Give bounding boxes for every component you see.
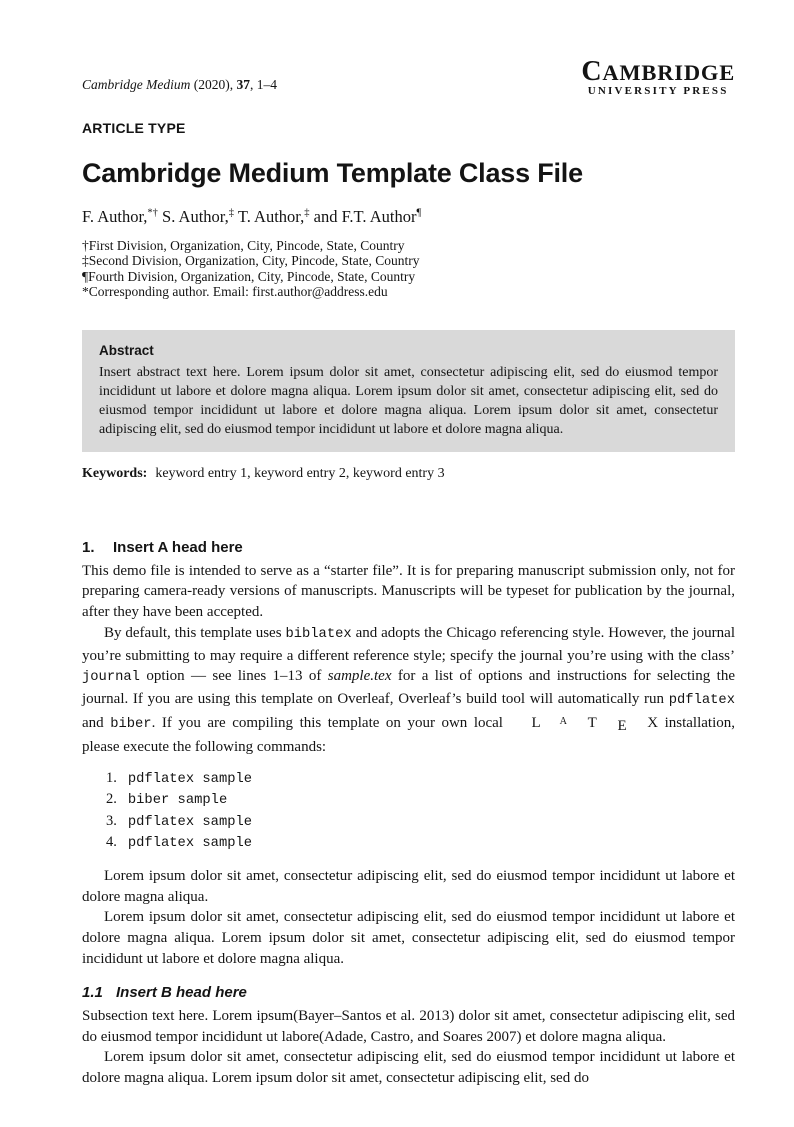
author-affiliation-marker: ¶ bbox=[416, 207, 422, 218]
command-number: 4. bbox=[106, 834, 117, 851]
text-segment: . If you are compiling this template on your own local bbox=[151, 714, 510, 731]
command-number: 2. bbox=[106, 791, 117, 808]
author-name: T. Author, bbox=[234, 206, 305, 226]
text-segment: and adopts the Chicago referencing style. However, the journal you’re submitting to may require a different reference style; specify the journal you’re using with the class’ bbox=[82, 624, 735, 664]
text-segment: sample.tex bbox=[327, 668, 392, 685]
command-item bbox=[106, 789, 735, 811]
text-segment: biber bbox=[110, 716, 152, 732]
text-segment: pdflatex bbox=[668, 693, 735, 709]
author bbox=[158, 207, 234, 226]
author-name: and F.T. Author bbox=[309, 206, 417, 226]
author-affiliation-marker: ‡ bbox=[304, 207, 310, 218]
subsection-number: 1.1 bbox=[82, 983, 103, 1001]
author-name: S. Author, bbox=[157, 206, 229, 226]
affiliations bbox=[82, 238, 735, 300]
paragraph: Lorem ipsum dolor sit amet, consectetur adipiscing elit, sed do eiusmod tempor incididunt ut labore et dolore magna aliqua. bbox=[82, 867, 735, 905]
author bbox=[310, 207, 422, 226]
author bbox=[234, 207, 309, 226]
command-item bbox=[106, 768, 735, 790]
journal-volume: 37 bbox=[236, 77, 250, 92]
author-list bbox=[82, 203, 735, 227]
journal-reference bbox=[82, 77, 277, 93]
affiliation-line: †First Division, Organization, City, Pincode, State, Country bbox=[82, 237, 405, 253]
author-name: F. Author, bbox=[82, 206, 148, 226]
command-item bbox=[106, 811, 735, 833]
paragraph: Lorem ipsum dolor sit amet, consectetur adipiscing elit, sed do eiusmod tempor incididunt ut labore et dolore magna aliqua. Lorem ipsum dolor sit amet, consectetur adipiscing elit, sed do bbox=[82, 1049, 735, 1087]
section-1-heading bbox=[82, 538, 735, 557]
section-title: Insert A head here bbox=[113, 538, 243, 556]
text-segment: journal bbox=[82, 670, 140, 686]
command-text: pdflatex sample bbox=[127, 836, 253, 852]
affiliation-line: ¶Fourth Division, Organization, City, Pincode, State, Country bbox=[82, 268, 416, 284]
command-text: pdflatex sample bbox=[127, 814, 253, 830]
journal-year: (2020), bbox=[190, 77, 237, 92]
author-affiliation-marker: ‡ bbox=[228, 207, 235, 218]
affiliation-line: ‡Second Division, Organization, City, Pincode, State, Country bbox=[82, 253, 420, 268]
paragraph: Subsection text here. Lorem ipsum(Bayer–Santos et al. 2013) dolor sit amet, consectetur adipiscing elit, sed do eiusmod tempor incididunt ut labore(Adade, Castro, and Soares 2007) et dolore magna aliqua. bbox=[82, 1007, 735, 1045]
abstract-heading: Abstract bbox=[99, 342, 154, 358]
text-segment: option — see lines 1–13 of bbox=[139, 668, 328, 685]
command-text: pdflatex sample bbox=[127, 771, 253, 787]
latex-logo: L A T E X bbox=[531, 714, 659, 735]
text-segment: and bbox=[82, 714, 111, 731]
keywords-values: keyword entry 1, keyword entry 2, keyword entry 3 bbox=[155, 465, 445, 481]
paragraph bbox=[82, 623, 735, 758]
journal-pages: , 1–4 bbox=[250, 77, 277, 92]
paragraph: This demo file is intended to serve as a “starter file”. It is for preparing manuscript submission only, not for preparing camera-ready versions of manuscripts. Manuscripts will be typeset for publication by the journal, after they have been accepted. bbox=[82, 562, 735, 621]
page-header bbox=[82, 56, 735, 97]
text-segment: biblatex bbox=[285, 626, 352, 642]
author-affiliation-marker: *† bbox=[147, 207, 158, 218]
article-type-label: ARTICLE TYPE bbox=[82, 120, 186, 136]
text-segment: installation, please execute the following commands: bbox=[82, 714, 735, 756]
text-segment: for a list of options and instructions for selecting the journal. If you are using this template on Overleaf, Overleaf’s build tool will automatically run bbox=[82, 668, 735, 708]
subsection-title: Insert B head here bbox=[116, 983, 247, 1001]
corresponding-author-line: *Corresponding author. Email: first.author@address.edu bbox=[82, 284, 388, 299]
section-number: 1. bbox=[82, 538, 95, 556]
paragraph: Lorem ipsum dolor sit amet, consectetur adipiscing elit, sed do eiusmod tempor incididunt ut labore et dolore magna aliqua. Lorem ipsum dolor sit amet, consectetur adipiscing elit, sed do eiusmod tempor incididunt ut labore et dolore magna aliqua. bbox=[82, 909, 735, 967]
publisher-name: CAMBRIDGE bbox=[581, 56, 735, 87]
command-number: 3. bbox=[106, 812, 117, 829]
command-list bbox=[82, 768, 735, 854]
abstract-box bbox=[82, 330, 735, 452]
command-text: biber sample bbox=[127, 793, 228, 809]
text-segment: By default, this template uses bbox=[104, 624, 286, 641]
cambridge-university-press-logo bbox=[581, 56, 735, 97]
keywords-line bbox=[82, 466, 735, 482]
abstract-text: Insert abstract text here. Lorem ipsum dolor sit amet, consectetur adipiscing elit, sed do eiusmod tempor incididunt ut labore et dolore magna aliqua. Lorem ipsum dolor sit amet, consectetur adipiscing elit, sed do eiusmod tempor incididunt ut labore et dolore magna aliqua. Lorem ipsum dolor sit amet, consectetur adipiscing elit, sed do eiusmod tempor incididunt ut labore et dolore magna aliqua. bbox=[99, 364, 718, 437]
command-number: 1. bbox=[106, 769, 117, 786]
section-1-1-heading bbox=[82, 983, 735, 1002]
keywords-label: Keywords: bbox=[82, 465, 148, 481]
paper-title: Cambridge Medium Template Class File bbox=[82, 158, 583, 188]
command-item bbox=[106, 832, 735, 854]
author bbox=[82, 207, 158, 226]
publisher-subtitle: UNIVERSITY PRESS bbox=[587, 85, 729, 97]
journal-name: Cambridge Medium bbox=[82, 77, 191, 92]
